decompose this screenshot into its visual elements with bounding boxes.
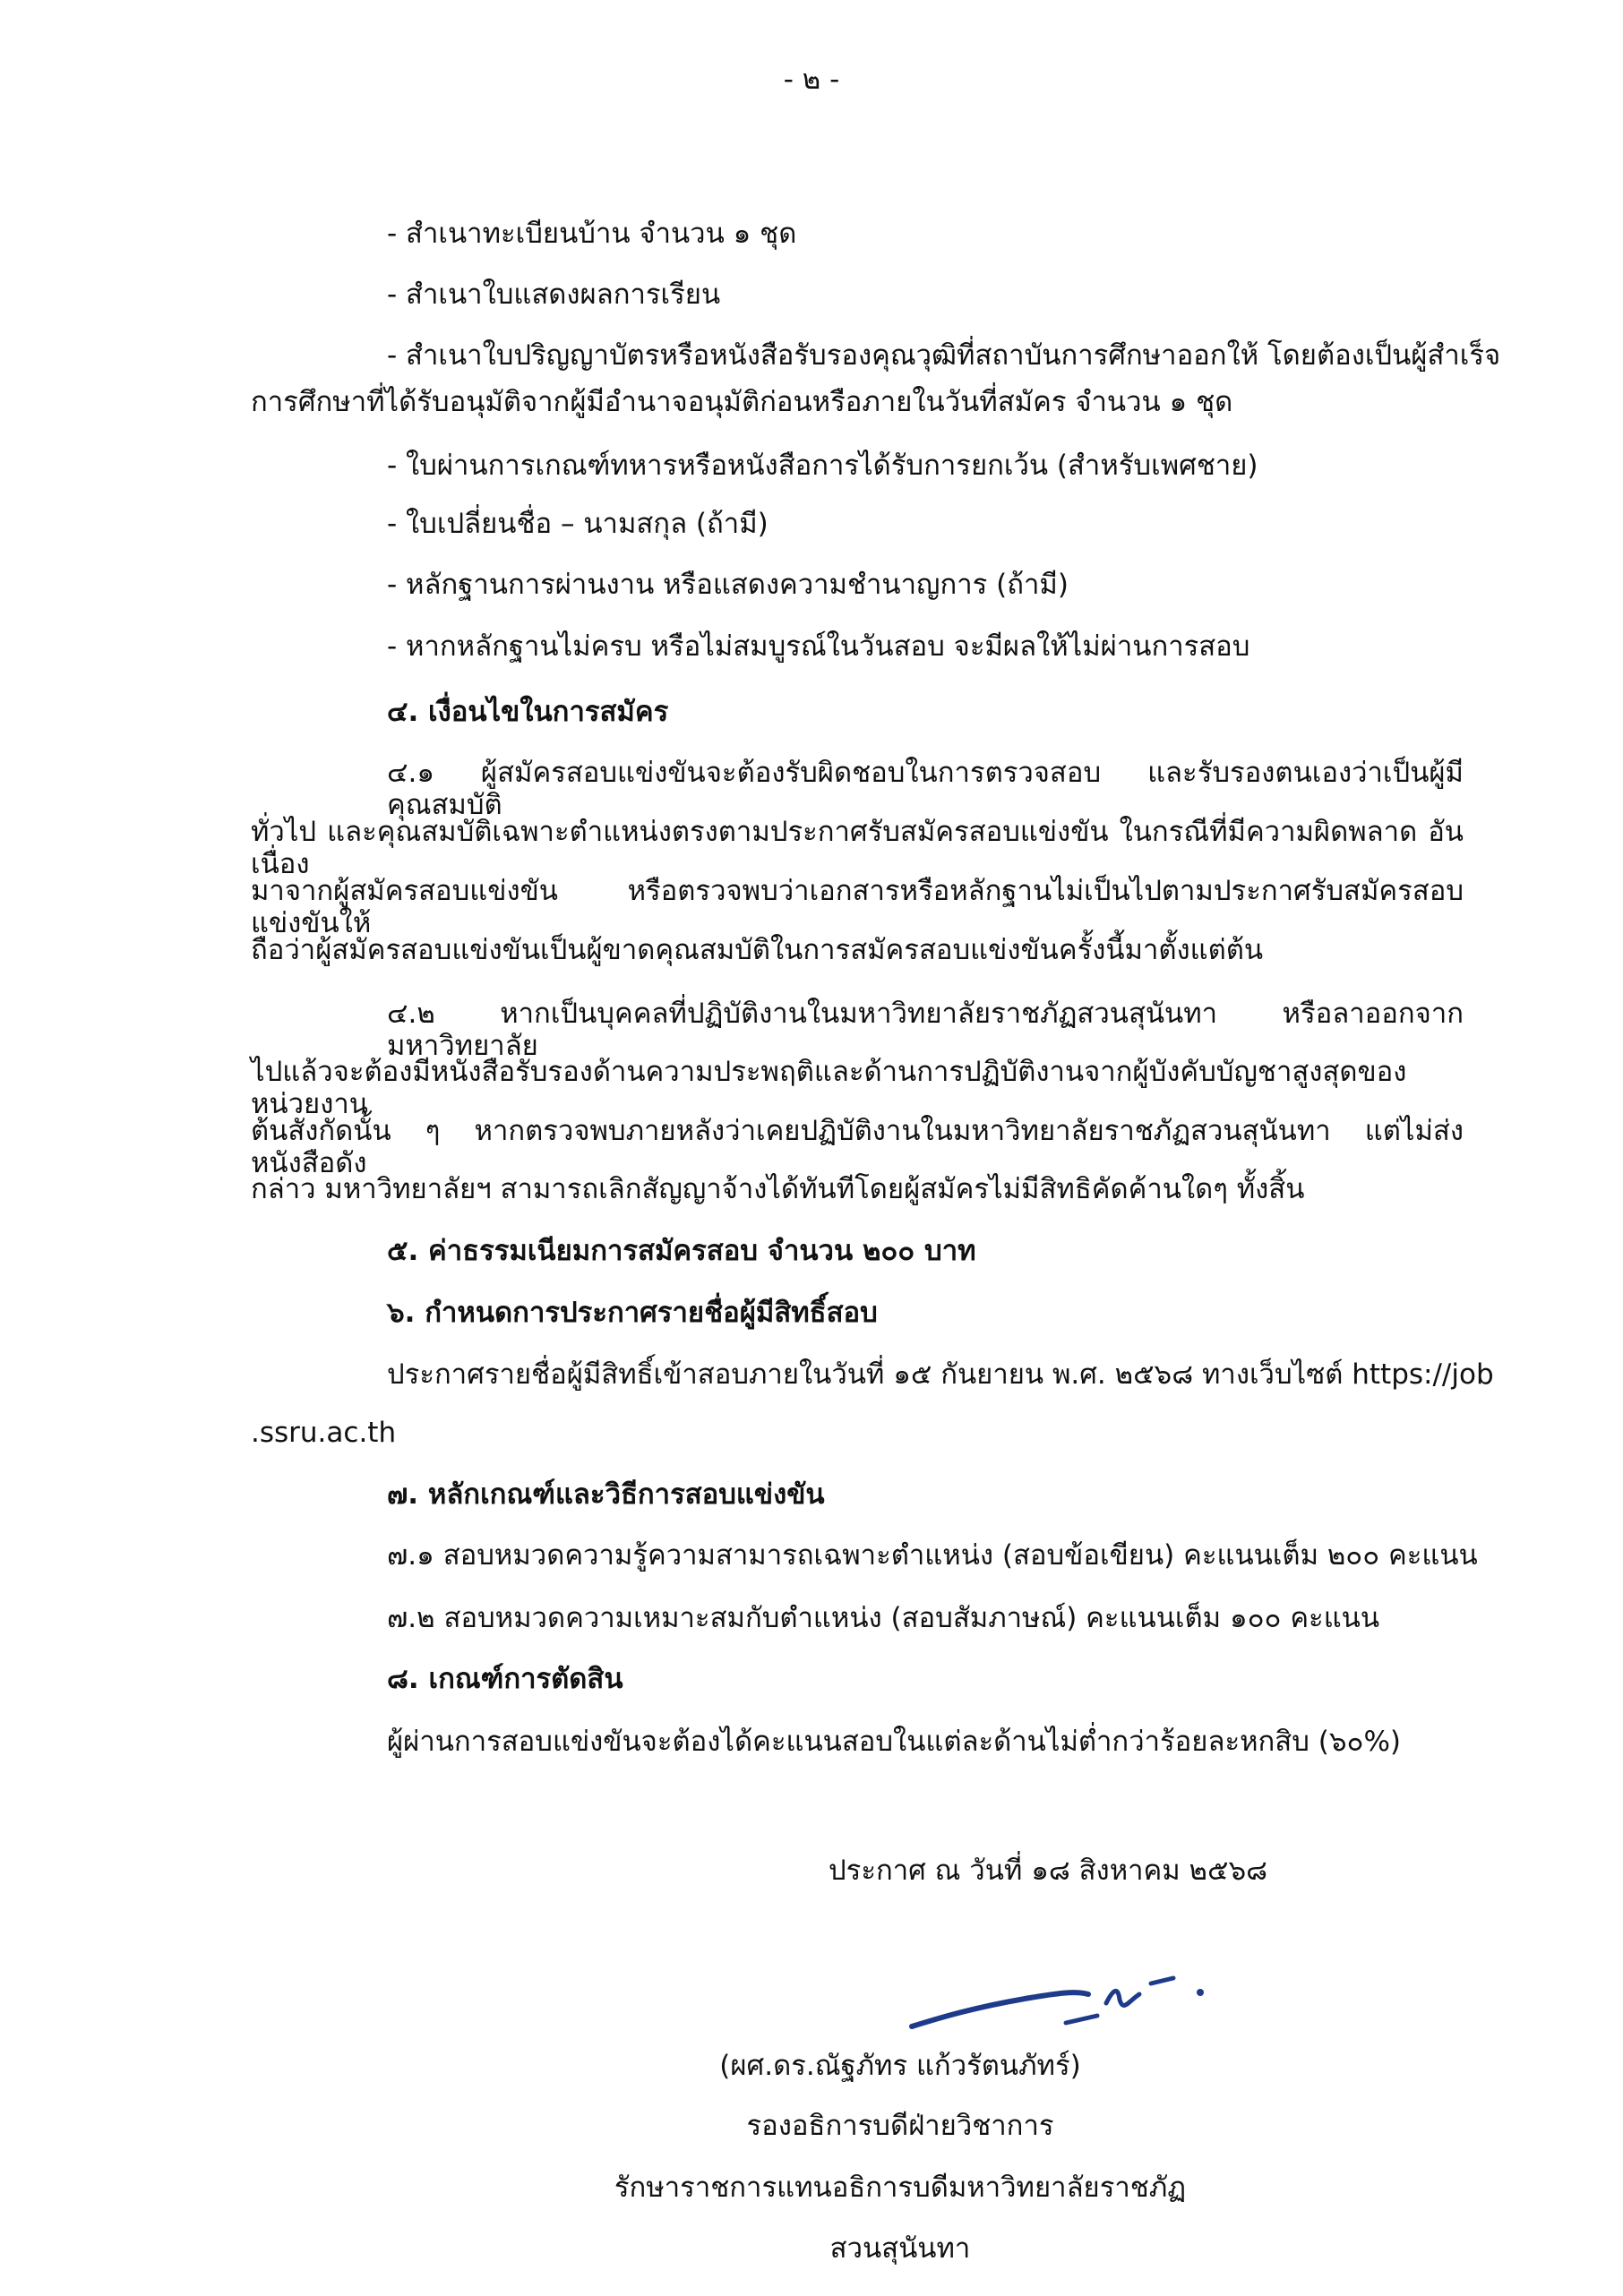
- doc-military: - ใบผ่านการเกณฑ์ทหารหรือหนังสือการได้รับการยกเว้น (สำหรับเพศชาย): [387, 450, 1258, 482]
- section4-p2-line3: ต้นสังกัดนั้น ๆ หากตรวจพบภายหลังว่าเคยปฏิบัติงานในมหาวิทยาลัยราชภัฏสวนสุนันทา แต่ไม่ส่งหนังสือดัง: [251, 1115, 1464, 1179]
- section5-heading: ๕. ค่าธรรมเนียมการสมัครสอบ จำนวน ๒๐๐ บาท: [387, 1235, 976, 1267]
- signature-mark: [905, 1948, 1227, 2055]
- section6-heading: ๖. กำหนดการประกาศรายชื่อผู้มีสิทธิ์สอบ: [387, 1297, 878, 1329]
- section4-p2-line4: กล่าว มหาวิทยาลัยฯ สามารถเลิกสัญญาจ้างได้ทันทีโดยผู้สมัครไม่มีสิทธิคัดค้านใดๆ ทั้งสิ้น: [251, 1173, 1305, 1205]
- section4-p2-line1: ๔.๒ หากเป็นบุคคลที่ปฏิบัติงานในมหาวิทยาลัยราชภัฏสวนสุนันทา หรือลาออกจากมหาวิทยาลัย: [387, 998, 1464, 1062]
- section7-heading: ๗. หลักเกณฑ์และวิธีการสอบแข่งขัน: [387, 1478, 825, 1511]
- signatory-position: รองอธิการบดีฝ่ายวิชาการ: [746, 2110, 1054, 2142]
- section4-p1-line4: ถือว่าผู้สมัครสอบแข่งขันเป็นผู้ขาดคุณสมบัติในการสมัครสอบแข่งขันครั้งนี้มาตั้งแต่ต้น: [251, 934, 1264, 966]
- announcement-date: ประกาศ ณ วันที่ ๑๘ สิงหาคม ๒๕๖๘: [829, 1855, 1268, 1887]
- doc-degree-line1: - สำเนาใบปริญญาบัตรหรือหนังสือรับรองคุณวุฒิที่สถาบันการศึกษาออกให้ โดยต้องเป็นผู้สำเร็จ: [387, 339, 1501, 372]
- section6-line1: ประกาศรายชื่อผู้มีสิทธิ์เข้าสอบภายในวันที่ ๑๕ กันยายน พ.ศ. ๒๕๖๘ ทางเว็บไซต์ https://job: [387, 1358, 1494, 1391]
- section8-line1: ผู้ผ่านการสอบแข่งขันจะต้องได้คะแนนสอบในแต่ละด้านไม่ต่ำกว่าร้อยละหกสิบ (๖๐%): [387, 1726, 1401, 1758]
- signatory-acting-line2: สวนสุนันทา: [829, 2232, 971, 2265]
- doc-degree-line2: การศึกษาที่ได้รับอนุมัติจากผู้มีอำนาจอนุมัติก่อนหรือภายในวันที่สมัคร จำนวน ๑ ชุด: [251, 386, 1233, 418]
- doc-work-evidence: - หลักฐานการผ่านงาน หรือแสดงความชำนาญการ (ถ้ามี): [387, 569, 1069, 601]
- doc-house-registration: - สำเนาทะเบียนบ้าน จำนวน ๑ ชุด: [387, 218, 797, 250]
- section4-p1-line3: มาจากผู้สมัครสอบแข่งขัน หรือตรวจพบว่าเอกสารหรือหลักฐานไม่เป็นไปตามประกาศรับสมัครสอบแข่งขันให้: [251, 875, 1464, 939]
- signatory-name: (ผศ.ดร.ณัฐภัทร แก้วรัตนภัทร์): [719, 2050, 1081, 2082]
- section4-p2-line2: ไปแล้วจะต้องมีหนังสือรับรองด้านความประพฤติและด้านการปฏิบัติงานจากผู้บังคับบัญชาสูงสุดของหน่วยงาน: [251, 1056, 1407, 1120]
- signatory-acting-line1: รักษาราชการแทนอธิการบดีมหาวิทยาลัยราชภัฏ: [614, 2172, 1187, 2204]
- doc-transcript: - สำเนาใบแสดงผลการเรียน: [387, 278, 721, 311]
- doc-incomplete-note: - หากหลักฐานไม่ครบ หรือไม่สมบูรณ์ในวันสอบ จะมีผลให้ไม่ผ่านการสอบ: [387, 630, 1250, 663]
- section6-line2: .ssru.ac.th: [251, 1417, 397, 1449]
- section7-item2: ๗.๒ สอบหมวดความเหมาะสมกับตำแหน่ง (สอบสัมภาษณ์) คะแนนเต็ม ๑๐๐ คะแนน: [387, 1602, 1380, 1634]
- section7-item1: ๗.๑ สอบหมวดความรู้ความสามารถเฉพาะตำแหน่ง (สอบข้อเขียน) คะแนนเต็ม ๒๐๐ คะแนน: [387, 1539, 1478, 1572]
- section4-p1-line2: ทั่วไป และคุณสมบัติเฉพาะตำแหน่งตรงตามประกาศรับสมัครสอบแข่งขัน ในกรณีที่มีความผิดพลาด อันเนื่อง: [251, 816, 1464, 880]
- section4-p1-line1: ๔.๑ ผู้สมัครสอบแข่งขันจะต้องรับผิดชอบในการตรวจสอบ และรับรองตนเองว่าเป็นผู้มีคุณสมบัติ: [387, 757, 1464, 821]
- section4-heading: ๔. เงื่อนไขในการสมัคร: [387, 696, 669, 728]
- page-number: - ๒ -: [783, 64, 840, 96]
- section8-heading: ๘. เกณฑ์การตัดสิน: [387, 1663, 623, 1695]
- doc-name-change: - ใบเปลี่ยนชื่อ – นามสกุล (ถ้ามี): [387, 508, 769, 540]
